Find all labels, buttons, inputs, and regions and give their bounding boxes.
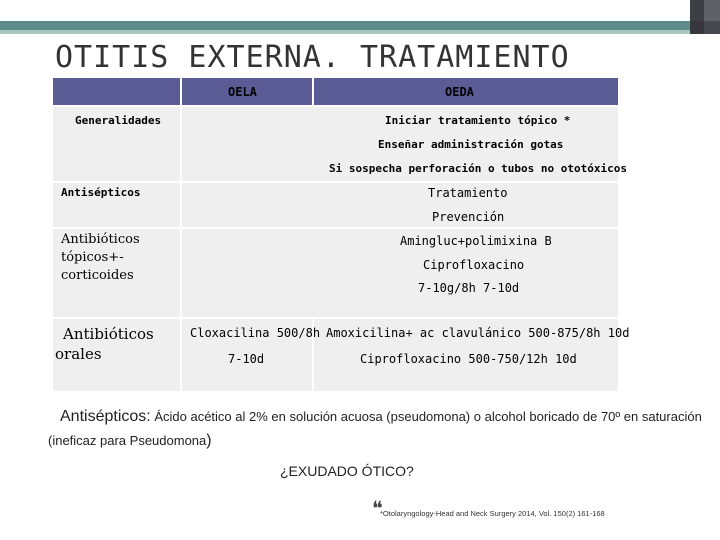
top-band-teal xyxy=(0,21,690,30)
cell-text: 7-10g/8h 7-10d xyxy=(418,281,520,295)
column-header-oeda: OEDA xyxy=(445,85,474,99)
cell-text: Prevención xyxy=(432,210,505,224)
table-divider xyxy=(53,227,618,229)
row-label-generalidades: Generalidades xyxy=(75,114,162,127)
row-label-antibioticos-orales: Antibióticos orales xyxy=(55,325,154,363)
reference-citation: *Otolaryngology-Head and Neck Surgery 2014, Vol. 150(2) 161-168 xyxy=(380,509,605,518)
table-divider xyxy=(312,78,314,105)
table-divider xyxy=(180,78,182,391)
cell-text: Tratamiento xyxy=(428,186,508,200)
table-divider xyxy=(53,317,618,319)
top-band-white xyxy=(0,0,690,21)
cell-text: Amoxicilina+ ac clavulánico 500-875/8h 10d xyxy=(326,326,630,340)
table-divider xyxy=(53,181,618,183)
row-label-antisepticos: Antisépticos xyxy=(61,186,141,199)
note-text: Ácido acético al 2% en solución acuosa (pseudomona) o alcohol boricado de 70º en saturación (ineficaz para Pseudomona xyxy=(48,409,702,448)
top-decoration-bar xyxy=(0,0,720,38)
cell-text: Enseñar administración gotas xyxy=(378,138,564,151)
top-band-light-teal xyxy=(0,30,690,34)
corner-square-shade xyxy=(690,21,720,34)
slide-title: OTITIS EXTERNA. TRATAMIENTO xyxy=(55,40,570,75)
antiseptic-note xyxy=(48,405,708,453)
exudate-question: ¿EXUDADO ÓTICO? xyxy=(280,463,414,479)
cell-text: Amingluc+polimixina B xyxy=(400,234,552,248)
quote-icon: ❝ xyxy=(372,496,383,520)
cell-text: Ciprofloxacino xyxy=(423,258,525,272)
note-term: Antisépticos: xyxy=(60,408,151,425)
table-divider xyxy=(53,105,618,107)
column-header-oela: OELA xyxy=(228,85,257,99)
row-label-antibioticos-topicos: Antibióticos tópicos+-corticoides xyxy=(61,232,140,283)
table-header-row xyxy=(53,78,618,105)
cell-text: Si sospecha perforación o tubos no ototóxicos xyxy=(329,162,628,175)
cell-text: 7-10d xyxy=(228,352,265,366)
cell-text: Cloxacilina 500/8h xyxy=(190,326,321,340)
cell-text: Ciprofloxacino 500-750/12h 10d xyxy=(360,352,577,366)
note-close: ) xyxy=(206,432,212,449)
cell-text: Iniciar tratamiento tópico * xyxy=(385,114,571,127)
